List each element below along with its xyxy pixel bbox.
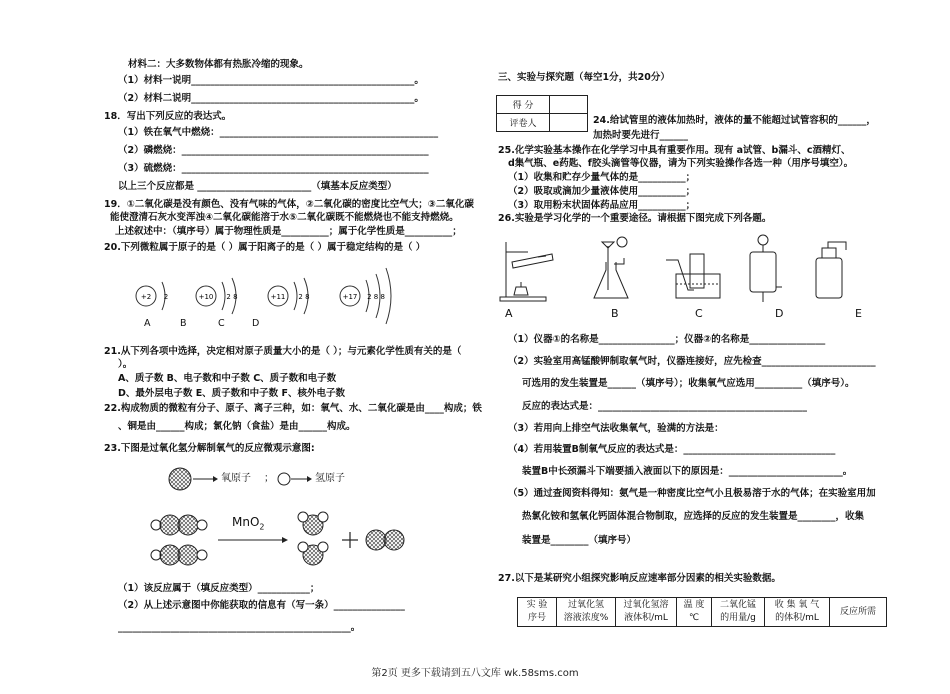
lab-apparatus-figure xyxy=(498,232,878,312)
q19-line1: 19．①二氧化碳是没有颜色、没有气味的气体，②二氧化碳的密度比空气大；③二氧化碳 xyxy=(104,199,474,210)
atom-b xyxy=(196,278,238,314)
atom-b-nucleus: +10 xyxy=(198,293,214,301)
q27-title: 27.以下是某研究小组探究影响反应速率部分因素的相关实验数据。 xyxy=(498,573,781,584)
apparatus-a xyxy=(500,242,553,301)
q25-line1: 25.化学实验基本操作在化学学习中具有重要作用。现有 a试管、b漏斗、c酒精灯、 xyxy=(498,145,851,156)
q17-1: （1）材料一说明_______________________________________________。 xyxy=(118,75,424,86)
legend-separator: ； xyxy=(264,473,274,484)
oxygen-atom-icon xyxy=(169,468,191,490)
q26-5-line1: （5）通过查阅资料得知：氨气是一种密度比空气小且极易溶于水的气体；在实验室用加 xyxy=(508,488,876,499)
q26-3: （3）若用向上排空气法收集氧气，验满的方法是： xyxy=(508,423,724,434)
q23-title: 23.下图是过氧化氢分解制氧气的反应微观示意图: xyxy=(104,443,315,454)
apparatus-e xyxy=(816,242,846,298)
material-two: 材料二：大多数物体都有热胀冷缩的现象。 xyxy=(128,59,309,70)
header-mno2-amount: 二氧化锰 的用量/g xyxy=(712,598,765,627)
atom-structure-diagrams xyxy=(128,258,448,328)
q22-line2: 、铜是由______构成；氯化钠（食盐）是由______构成。 xyxy=(118,421,356,432)
product-water xyxy=(298,512,328,565)
q18-type: 以上三个反应都是 ________________________（填基本反应类型） xyxy=(118,181,397,192)
q19-line3: 上述叙述中：（填序号）属于物理性质是__________；属于化学性质是__________； xyxy=(115,226,462,237)
app-label-b: B xyxy=(611,307,619,320)
reaction-diagram xyxy=(148,505,448,575)
q26-4: （4）若用装置B制氧气反应的表达式是：________________________________ xyxy=(508,444,836,455)
q21-options2: D、最外层电子数 E、质子数和中子数 F、核外电子数 xyxy=(118,388,345,399)
atom-label-c: C xyxy=(218,318,225,329)
right-column xyxy=(475,0,950,660)
q23-1: （1）该反应属于（填反应类型）___________； xyxy=(118,583,320,594)
section-three-title: 三、实验与探究题（每空1分，共20分） xyxy=(498,72,670,83)
left-column xyxy=(0,0,482,660)
apparatus-b xyxy=(594,237,628,298)
header-temperature: 温 度 ℃ xyxy=(677,598,712,627)
q18-2: （2）磷燃烧：____________________________________________________ xyxy=(118,145,429,156)
q18-1: （1）铁在氧气中燃烧：______________________________________________ xyxy=(118,127,439,138)
header-oxygen-volume: 收 集 氧 气 的体积/mL xyxy=(765,598,830,627)
q18-title: 18．写出下列反应的表达式。 xyxy=(104,111,232,122)
q24-line2: 加热时要先进行______ xyxy=(593,130,689,141)
atom-c-nucleus: +11 xyxy=(270,293,286,301)
q19-line2: 能使澄清石灰水变浑浊④二氧化碳能溶于水⑤二氧化碳既不能燃烧也不能支持燃烧。 xyxy=(110,212,459,223)
q25-3: （3）取用粉末状固体药品应用__________； xyxy=(508,200,696,211)
app-label-e: E xyxy=(855,307,862,320)
experiment-data-table xyxy=(517,597,887,627)
apparatus-c xyxy=(666,254,720,298)
q22-line1: 22.构成物质的微粒有分子、原子、离子三种，如：氧气、水、二氧化碳是由____构成；铁 xyxy=(104,403,482,414)
q26-1: （1）仪器①的名称是________________；仪器②的名称是________________ xyxy=(508,334,826,345)
page-footer: 第2页 更多下载请到五八文库 wk.58sms.com xyxy=(371,668,579,679)
q17-2: （2）材料二说明_______________________________________________。 xyxy=(118,93,424,104)
product-oxygen xyxy=(366,530,404,550)
q23-2: （2）从上述示意图中你能获取的信息有（写一条）_______________ xyxy=(118,600,405,611)
reactant-molecules xyxy=(151,515,207,565)
q26-title: 26.实验是学习化学的一个重要途径。请根据下图完成下列各题。 xyxy=(498,213,772,224)
atom-c-shells: 2 8 xyxy=(298,293,310,301)
app-label-c: C xyxy=(695,307,703,320)
reviewer-label: 评卷人 xyxy=(497,114,550,132)
score-label: 得 分 xyxy=(497,96,550,114)
apparatus-d xyxy=(750,235,782,302)
q23-blank: _________________________________________________。 xyxy=(118,622,361,633)
atom-b-shells: 2 8 xyxy=(226,293,238,301)
atom-a xyxy=(136,282,168,310)
q26-2-device: 可选用的发生装置是______（填序号）；收集氧气应选用__________（填序号）。 xyxy=(522,378,855,389)
header-exp-no: 实 验 序号 xyxy=(518,598,557,627)
atom-a-nucleus: +2 xyxy=(140,293,152,301)
q21-line1: 21.从下列各项中选择，决定相对原子质量大小的是（ ）；与元素化学性质有关的是（ xyxy=(104,346,462,357)
atom-a-shells: 2 xyxy=(163,293,169,301)
legend-oxygen-label: 氧原子 xyxy=(221,473,251,484)
score-cell[interactable] xyxy=(550,96,588,114)
header-h2o2-concentration: 过氧化氢 溶液浓度% xyxy=(557,598,616,627)
q25-2: （2）吸取或滴加少量液体使用__________； xyxy=(508,186,696,197)
header-reaction-time: 反应所需 xyxy=(830,598,887,627)
app-label-a: A xyxy=(505,307,513,320)
q20-title: 20.下列微粒属于原子的是（ ）属于阳离子的是（ ）属于稳定结构的是（ ） xyxy=(104,242,426,253)
header-h2o2-volume: 过氧化氢溶 液体积/mL xyxy=(616,598,677,627)
score-table xyxy=(496,95,588,132)
q24-line1: 24.给试管里的液体加热时，液体的量不能超过试管容积的______， xyxy=(593,115,876,126)
q26-5-line3: 装置是________（填序号） xyxy=(522,535,637,546)
reviewer-cell[interactable] xyxy=(550,114,588,132)
table-header-row xyxy=(518,598,887,627)
q26-4-reason: 装置B中长颈漏斗下端要插入液面以下的原因是：________________________。 xyxy=(522,466,853,477)
q26-2: （2）实验室用高锰酸钾制取氧气时，仪器连接好，应先检查________________________ xyxy=(508,356,876,367)
q21-options1: A、质子数 B、电子数和中子数 C、质子数和电子数 xyxy=(118,373,337,384)
atom-d xyxy=(340,268,391,324)
atom-label-a: A xyxy=(144,318,151,329)
q26-2-equation: 反应的表达式是：____________________________________________ xyxy=(522,401,808,412)
q26-5-line2: 热氯化铵和氢氧化钙固体混合物制取，应选择的反应的发生装置是________，收集 xyxy=(522,511,865,522)
atom-d-shells: 2 8 8 xyxy=(367,293,385,301)
q21-line2: ）。 xyxy=(118,359,133,370)
q25-line2: d集气瓶、e药匙、f胶头滴管等仪器，请为下列实验操作各选一种（用序号填空）。 xyxy=(508,158,854,169)
catalyst-label: MnO$_2$ xyxy=(232,515,265,532)
q18-3: （3）硫燃烧：____________________________________________________ xyxy=(118,163,429,174)
atom-label-d: D xyxy=(252,318,260,329)
legend-hydrogen-label: 氢原子 xyxy=(315,473,345,484)
atom-d-nucleus: +17 xyxy=(342,293,358,301)
atom-c xyxy=(268,278,310,314)
app-label-d: D xyxy=(775,307,784,320)
q25-1: （1）收集和贮存少量气体的是__________； xyxy=(508,172,696,183)
hydrogen-atom-icon xyxy=(278,473,290,485)
atom-label-b: B xyxy=(180,318,187,329)
